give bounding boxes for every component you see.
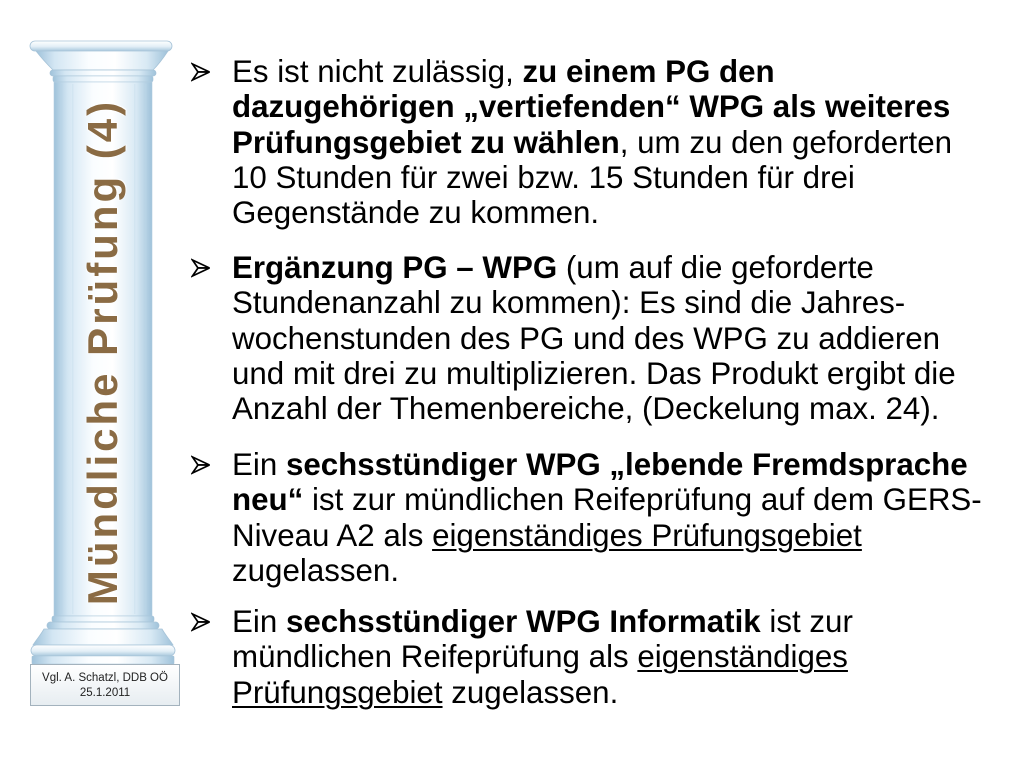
bullet-line	[232, 89, 1020, 124]
source-author: Vgl. A. Schatzl, DDB OÖ	[42, 672, 168, 684]
capital-abacus	[30, 41, 172, 51]
bold-text: neu“	[232, 482, 304, 518]
arrow-upper-face	[193, 64, 210, 72]
arrow-upper-face	[193, 457, 210, 465]
base-ring	[47, 622, 159, 629]
bullet-line	[232, 675, 1020, 710]
body-text: Niveau A2 als	[232, 517, 433, 553]
arrow-lower-face	[193, 72, 210, 80]
arrow-bullet-icon	[191, 62, 211, 82]
arrow-bullet-icon	[191, 612, 211, 632]
bullet-text	[232, 250, 1020, 426]
bullet-line	[232, 604, 1020, 639]
capital-neck	[53, 76, 153, 82]
body-text: ist zur mündlichen Reifeprüfung auf dem GERS-	[303, 482, 982, 518]
arrow-lower-face	[193, 622, 210, 630]
bullet-line	[232, 553, 1020, 588]
bullet-text	[232, 54, 1020, 230]
body-text: mündlichen Reifeprüfung als	[232, 639, 638, 675]
body-text: Stundenanzahl zu kommen): Es sind die Jahres-	[232, 285, 906, 321]
body-text: Gegenstände zu kommen.	[232, 195, 600, 231]
bullet-line	[232, 54, 1020, 89]
bullet-line	[232, 250, 1020, 285]
bullet-line	[232, 447, 1020, 482]
arrow-bullet-icon	[191, 258, 211, 278]
body-text: (um auf die geforderte	[557, 250, 874, 285]
arrow-upper-face	[193, 260, 210, 268]
capital-ring	[50, 70, 156, 76]
bold-text: Ergänzung PG – WPG	[232, 250, 558, 285]
column-base	[31, 616, 175, 664]
bullet-line	[232, 518, 1020, 553]
underlined-text: eigenständiges Prüfungsgebiet	[432, 517, 862, 553]
bullet-text	[232, 447, 1020, 588]
bold-text: zu einem PG den	[522, 54, 775, 89]
body-text: Anzahl der Themenbereiche, (Deckelung max. 24).	[232, 391, 940, 427]
body-text: ist zur	[760, 604, 853, 639]
column-capital	[30, 41, 172, 82]
base-slab	[32, 656, 174, 664]
bullet-line	[232, 356, 1020, 391]
body-text: und mit drei zu multiplizieren. Das Produkt ergibt die	[232, 355, 956, 391]
source-date: 25.1.2011	[79, 687, 131, 699]
bullet-line	[232, 195, 1020, 230]
shaft-flute	[145, 84, 147, 614]
shaft-flute	[72, 84, 74, 614]
body-text: wochenstunden des PG und des WPG zu addieren	[232, 320, 941, 356]
bullet-line	[232, 482, 1020, 517]
base-fillet	[52, 616, 154, 622]
body-text: Ein	[232, 604, 286, 639]
bold-text: Prüfungsgebiet zu wählen	[232, 124, 620, 160]
body-text: 10 Stunden für zwei bzw. 15 Stunden für drei	[232, 159, 855, 195]
bullet-item	[190, 54, 1020, 230]
body-text: zugelassen.	[442, 674, 619, 710]
underlined-text: eigenständiges	[637, 639, 848, 675]
slide-title: Mündliche Prüfung (4)	[79, 98, 126, 606]
bullet-text	[232, 604, 1020, 710]
bullet-item	[190, 604, 1020, 710]
base-torus	[31, 645, 175, 656]
bullet-line	[232, 125, 1020, 160]
shaft-flute	[134, 84, 136, 614]
bold-text: sechsstündiger WPG „lebende Fremdsprache	[285, 447, 968, 482]
body-text: Ein	[232, 447, 286, 482]
body-text: Es ist nicht zulässig,	[232, 54, 523, 89]
bold-text: dazugehörigen „vertiefenden“ WPG als weiteres	[232, 89, 951, 125]
bullet-line	[232, 391, 1020, 426]
bullet-line	[232, 285, 1020, 320]
body-text: zugelassen.	[232, 552, 400, 588]
bullet-item	[190, 250, 1020, 426]
body-text: , um zu den geforderten	[619, 124, 953, 160]
arrow-bullet-icon	[191, 455, 211, 475]
arrow-lower-face	[193, 465, 210, 473]
underlined-text: Prüfungsgebiet	[232, 674, 443, 710]
bullet-line	[232, 321, 1020, 356]
bullet-line	[232, 160, 1020, 195]
base-scotia	[33, 629, 173, 645]
source-citation	[30, 664, 180, 706]
capital-echinus	[36, 51, 168, 70]
bullet-line	[232, 639, 1020, 674]
shaft-flute	[61, 84, 63, 614]
bold-text: sechsstündiger WPG Informatik	[285, 604, 761, 639]
bullet-item	[190, 447, 1020, 588]
arrow-lower-face	[193, 268, 210, 276]
arrow-upper-face	[193, 614, 210, 622]
